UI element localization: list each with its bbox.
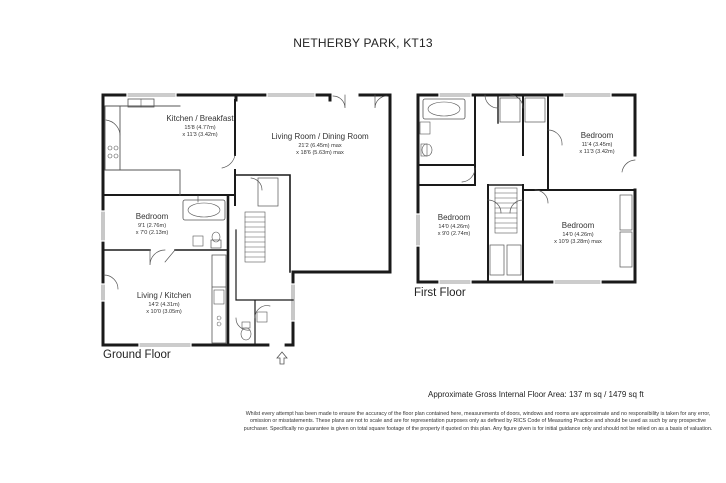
- room-kitchen-breakfast-dim1: 15'8 (4.77m): [184, 125, 216, 131]
- room-living-kitchen-dim2: x 10'0 (3.05m): [146, 309, 182, 315]
- room-living-dining-name: Living Room / Dining Room: [271, 132, 369, 141]
- disclaimer-text: Whilst every attempt has been made to ensure the accuracy of the floor plan contained here, measurements of doors, windows and rooms are approximate and no responsibility is taken for any error, omission or misstatements. These plans are not to scale and are for representation purposes only as defined by RICS Code of Measuring Practice and should be used as such by any prospective purchaser. Specifically no guarantee is given on total square footage of the property if quoted on this plan. Any figure given is for initial guidance only and should not be relied on as a basis of valuation.: [243, 411, 713, 432]
- room-first-bedroom-2-dim2: x 9'0 (2.74m): [437, 231, 471, 237]
- room-living-kitchen-name: Living / Kitchen: [136, 291, 192, 300]
- room-living-dining-dim1: 21'2 (6.45m) max: [298, 143, 342, 149]
- first-floor-plan: [417, 94, 635, 283]
- room-first-bedroom-3-name: Bedroom: [561, 221, 595, 230]
- room-first-bedroom-3-dim2: x 10'9 (3.28m) max: [554, 239, 602, 245]
- first-floor-label: First Floor: [414, 287, 466, 299]
- room-ground-bedroom-dim2: x 7'0 (2.13m): [135, 230, 169, 236]
- room-ground-bedroom-dim1: 9'1 (2.76m): [137, 223, 167, 229]
- room-living-kitchen-dim1: 14'2 (4.31m): [148, 302, 180, 308]
- gross-internal-area: Approximate Gross Internal Floor Area: 137 m sq / 1479 sq ft: [428, 390, 644, 399]
- plan-title: NETHERBY PARK, KT13: [293, 36, 433, 50]
- room-kitchen-breakfast-dim2: x 11'3 (3.42m): [182, 132, 218, 138]
- room-first-bedroom-2-name: Bedroom: [437, 213, 471, 222]
- room-first-bedroom-1-name: Bedroom: [580, 131, 614, 140]
- room-first-bedroom-1-dim2: x 11'3 (3.42m): [579, 149, 615, 155]
- room-first-bedroom-3-dim1: 14'0 (4.26m): [562, 232, 594, 238]
- room-kitchen-breakfast-name: Kitchen / Breakfast: [166, 114, 234, 123]
- room-first-bedroom-2-dim1: 14'0 (4.26m): [438, 224, 470, 230]
- room-ground-bedroom-name: Bedroom: [135, 212, 169, 221]
- room-first-bedroom-1-dim1: 11'4 (3.45m): [581, 142, 613, 148]
- room-living-dining-dim2: x 18'6 (5.63m) max: [296, 150, 344, 156]
- ground-floor-label: Ground Floor: [103, 349, 171, 361]
